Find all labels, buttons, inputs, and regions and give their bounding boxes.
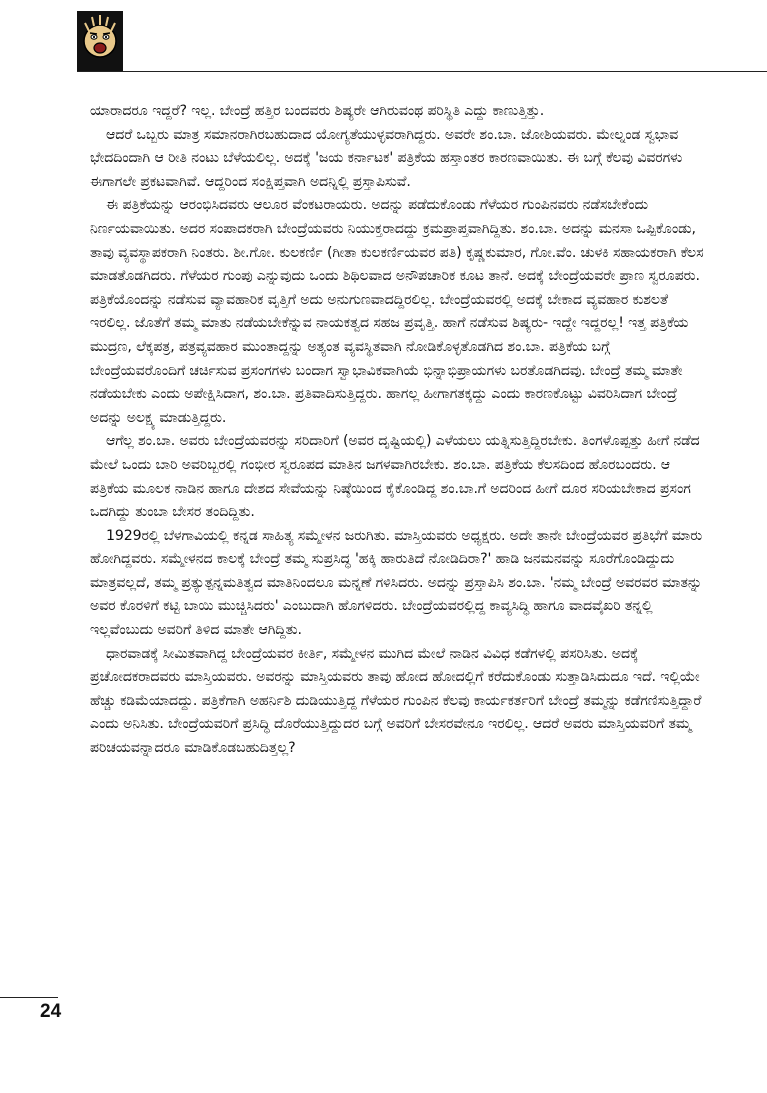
paragraph: 1929ರಲ್ಲಿ ಬೆಳಗಾವಿಯಲ್ಲಿ ಕನ್ನಡ ಸಾಹಿತ್ಯ ಸಮ್ಮೇಳನ ಜರುಗಿತು. ಮಾಸ್ತಿಯವರು ಅಧ್ಯಕ್ಷರು. ಅದೇ ತಾನೇ ಬೇಂದ್ರೆಯವರ ಪ್ರತಿಭೆಗೆ ಮಾರು ಹೋಗಿದ್ದವರು. ಸಮ್ಮೇಳನದ ಕಾಲಕ್ಕೆ ಬೇಂದ್ರೆ ತಮ್ಮ ಸುಪ್ರಸಿದ್ಧ 'ಹಕ್ಕಿ ಹಾರುತಿದೆ ನೋಡಿದಿರಾ?' ಹಾಡಿ ಜನಮನವನ್ನು ಸೂರೆಗೊಂಡಿದ್ದುದು ಮಾತ್ರವಲ್ಲದೆ, ತಮ್ಮ ಪ್ರತ್ಯುತ್ಪನ್ನಮತಿತ್ವದ ಮಾತಿನಿಂದಲೂ ಮನ್ನಣೆ ಗಳಿಸಿದರು. ಅದನ್ನು ಪ್ರಸ್ತಾಪಿಸಿ ಶಂ.ಬಾ. 'ನಮ್ಮ ಬೇಂದ್ರೆ ಅವರವರ ಮಾತನ್ನು ಅವರ ಕೊರಳಿಗೆ ಕಟ್ಟಿ ಬಾಯಿ ಮುಚ್ಚಿಸಿದರು' ಎಂಬುದಾಗಿ ಹೊಗಳಿದರು. ಬೇಂದ್ರೆಯವರಲ್ಲಿದ್ದ ಕಾವ್ಯಸಿದ್ಧಿ ಹಾಗೂ ವಾದವೈಖರಿ ತನ್ನಲ್ಲಿ ಇಲ್ಲವೆಂಬುದು ಅವರಿಗೆ ತಿಳಿದ ಮಾತೇ ಆಗಿದ್ದಿತು. bbox=[90, 527, 703, 639]
footer-rule bbox=[0, 997, 58, 998]
page-number: 24 bbox=[40, 1001, 62, 1022]
shouting-face-icon bbox=[77, 11, 123, 71]
page-body bbox=[90, 100, 708, 761]
paragraph: ಈ ಪತ್ರಿಕೆಯನ್ನು ಆರಂಭಿಸಿದವರು ಆಲೂರ ವೆಂಕಟರಾಯರು. ಅದನ್ನು ಪಡೆದುಕೊಂಡು ಗೆಳೆಯರ ಗುಂಪಿನವರು ನಡೆಸಬೇಕೆಂದು ನಿರ್ಣಯವಾಯಿತು. ಅದರ ಸಂಪಾದಕರಾಗಿ ಬೇಂದ್ರೆಯವರು ನಿಯುಕ್ತರಾದದ್ದು ಕ್ರಮಪ್ರಾಪ್ತವಾಗಿದ್ದಿತು. ಶಂ.ಬಾ. ಅದನ್ನು ಮನಸಾ ಒಪ್ಪಿಕೊಂಡು, ತಾವು ವ್ಯವಸ್ಥಾಪಕರಾಗಿ ನಿಂತರು. ಶೀ.ಗೋ. ಕುಲಕರ್ಣಿ (ಗೀತಾ ಕುಲಕರ್ಣಿಯವರ ಪತಿ) ಕೃಷ್ಣಕುಮಾರ, ಗೋ.ವೆಂ. ಚುಳಕಿ ಸಹಾಯಕರಾಗಿ ಕೆಲಸ ಮಾಡತೊಡಗಿದರು. ಗೆಳೆಯರ ಗುಂಪು ಎನ್ನುವುದು ಒಂದು ಶಿಥಿಲವಾದ ಅನೌಪಚಾರಿಕ ಕೂಟ ತಾನೆ. ಅದಕ್ಕೆ ಬೇಂದ್ರೆಯವರೇ ಪ್ರಾಣ ಸ್ವರೂಪರು. ಪತ್ರಿಕೆಯೊಂದನ್ನು ನಡೆಸುವ ವ್ಯಾವಹಾರಿಕ ವೃತ್ತಿಗೆ ಅದು ಅನುಗುಣವಾದದ್ದಿರಲಿಲ್ಲ. ಬೇಂದ್ರೆಯವರಲ್ಲಿ ಅದಕ್ಕೆ ಬೇಕಾದ ವ್ಯವಹಾರ ಕುಶಲತೆ ಇರಲಿಲ್ಲ. ಜೊತೆಗೆ ತಮ್ಮ ಮಾತು ನಡೆಯಬೇಕೆನ್ನುವ ನಾಯಕತ್ವದ ಸಹಜ ಪ್ರವೃತ್ತಿ. ಹಾಗೆ ನಡೆಸುವ ಶಿಷ್ಯರು- ಇದ್ದೇ ಇದ್ದರಲ್ಲ! ಇತ್ತ ಪತ್ರಿಕೆಯ ಮುದ್ರಣ, ಲೆಕ್ಕಪತ್ರ, ಪತ್ರವ್ಯವಹಾರ ಮುಂತಾದ್ದನ್ನು ಅತ್ಯಂತ ವ್ಯವಸ್ಥಿತವಾಗಿ ನೋಡಿಕೊಳ್ಳತೊಡಗಿದ ಶಂ.ಬಾ. ಪತ್ರಿಕೆಯ ಬಗ್ಗೆ ಬೇಂದ್ರೆಯವರೊಂದಿಗೆ ಚರ್ಚಿಸುವ ಪ್ರಸಂಗಗಳು ಬಂದಾಗ ಸ್ವಾಭಾವಿಕವಾಗಿಯೆ ಭಿನ್ನಾಭಿಪ್ರಾಯಗಳು ಬರತೊಡಗಿದವು. ಬೇಂದ್ರೆ ತಮ್ಮ ಮಾತೇ ನಡೆಯಬೇಕು ಎಂದು ಅಪೇಕ್ಷಿಸಿದಾಗ, ಶಂ.ಬಾ. ಪ್ರತಿವಾದಿಸುತ್ತಿದ್ದರು. ಹಾಗಲ್ಲ ಹೀಗಾಗತಕ್ಕದ್ದು ಎಂದು ಕಾರಣಕೊಟ್ಟು ವಿವರಿಸಿದಾಗ ಬೇಂದ್ರೆ ಅದನ್ನು ಅಲಕ್ಷ್ಯ ಮಾಡುತ್ತಿದ್ದರು. bbox=[90, 197, 704, 426]
paragraph: ಆಗೆಲ್ಲ ಶಂ.ಬಾ. ಅವರು ಬೇಂದ್ರೆಯವರನ್ನು ಸರಿದಾರಿಗೆ (ಅವರ ದೃಷ್ಟಿಯಲ್ಲಿ) ಎಳೆಯಲು ಯತ್ನಿಸುತ್ತಿದ್ದಿರಬೇಕು. ತಿಂಗಳೊಪ್ಪತ್ತು ಹೀಗೆ ನಡೆದ ಮೇಲೆ ಒಂದು ಬಾರಿ ಅವರಿಬ್ಬರಲ್ಲಿ ಗಂಭೀರ ಸ್ವರೂಪದ ಮಾತಿನ ಜಗಳವಾಗಿರಬೇಕು. ಶಂ.ಬಾ. ಪತ್ರಿಕೆಯ ಕೆಲಸದಿಂದ ಹೊರಬಂದರು. ಆ ಪತ್ರಿಕೆಯ ಮೂಲಕ ನಾಡಿನ ಹಾಗೂ ದೇಶದ ಸೇವೆಯನ್ನು ನಿಷ್ಠೆಯಿಂದ ಕೈಕೊಂಡಿದ್ದ ಶಂ.ಬಾ.ಗೆ ಅದರಿಂದ ಹೀಗೆ ದೂರ ಸರಿಯಬೇಕಾದ ಪ್ರಸಂಗ ಒದಗಿದ್ದು ತುಂಬಾ ಬೇಸರ ತಂದಿದ್ದಿತು. bbox=[90, 433, 700, 521]
header-logo bbox=[77, 11, 123, 71]
paragraph: ಯಾರಾದರೂ ಇದ್ದರೆ? ಇಲ್ಲ. ಬೇಂದ್ರೆ ಹತ್ತಿರ ಬಂದವರು ಶಿಷ್ಯರೇ ಆಗಿರುವಂಥ ಪರಿಸ್ಥಿತಿ ಎದ್ದು ಕಾಣುತ್ತಿತ್ತು. bbox=[90, 103, 545, 119]
paragraph: ಧಾರವಾಡಕ್ಕೆ ಸೀಮಿತವಾಗಿದ್ದ ಬೇಂದ್ರೆಯವರ ಕೀರ್ತಿ, ಸಮ್ಮೇಳನ ಮುಗಿದ ಮೇಲೆ ನಾಡಿನ ವಿವಿಧ ಕಡೆಗಳಲ್ಲಿ ಪಸರಿಸಿತು. ಅದಕ್ಕೆ ಪ್ರಚೋದಕರಾದವರು ಮಾಸ್ತಿಯವರು. ಅವರನ್ನು ಮಾಸ್ತಿಯವರು ತಾವು ಹೋದ ಹೋದಲ್ಲಿಗೆ ಕರೆದುಕೊಂಡು ಸುತ್ತಾಡಿಸಿದುದೂ ಇದೆ. ಇಲ್ಲಿಯೇ ಹೆಚ್ಚು ಕಡಿಮೆಯಾದದ್ದು. ಪತ್ರಿಕೆಗಾಗಿ ಅಹರ್ನಿಶಿ ದುಡಿಯುತ್ತಿದ್ದ ಗೆಳೆಯರ ಗುಂಪಿನ ಕೆಲವು ಕಾರ್ಯಕರ್ತರಿಗೆ ಬೇಂದ್ರೆ ತಮ್ಮನ್ನು ಕಡೆಗಣಿಸುತ್ತಿದ್ದಾರೆ ಎಂದು ಅನಿಸಿತು. ಬೇಂದ್ರೆಯವರಿಗೆ ಪ್ರಸಿದ್ಧಿ ದೊರೆಯುತ್ತಿದ್ದುದರ ಬಗ್ಗೆ ಅವರಿಗೆ ಬೇಸರವೇನೂ ಇರಲಿಲ್ಲ. ಆದರೆ ಅವರು ಮಾಸ್ತಿಯವರಿಗೆ ತಮ್ಮ ಪರಿಚಯವನ್ನಾದರೂ ಮಾಡಿಕೊಡಬಹುದಿತ್ತಲ್ಲ? bbox=[90, 645, 702, 757]
paragraph: ಆದರೆ ಒಬ್ಬರು ಮಾತ್ರ ಸಮಾನರಾಗಿರಬಹುದಾದ ಯೋಗ್ಯತೆಯುಳ್ಳವರಾಗಿದ್ದರು. ಅವರೇ ಶಂ.ಬಾ. ಜೋಶಿಯವರು. ಮೇಲ್ನಂಡ ಸ್ವಭಾವ ಭೇದದಿಂದಾಗಿ ಆ ರೀತಿ ನಂಟು ಬೆಳೆಯಲಿಲ್ಲ. ಅದಕ್ಕೆ 'ಜಯ ಕರ್ನಾಟಕ' ಪತ್ರಿಕೆಯ ಹಸ್ತಾಂತರ ಕಾರಣವಾಯಿತು. ಈ ಬಗ್ಗೆ ಕೆಲವು ವಿವರಗಳು ಈಗಾಗಲೇ ಪ್ರಕಟವಾಗಿವೆ. ಆದ್ದರಿಂದ ಸಂಕ್ಷಿಪ್ತವಾಗಿ ಅದನ್ನಿಲ್ಲಿ ಪ್ರಸ್ತಾಪಿಸುವೆ. bbox=[90, 126, 683, 190]
header-rule bbox=[77, 71, 767, 72]
